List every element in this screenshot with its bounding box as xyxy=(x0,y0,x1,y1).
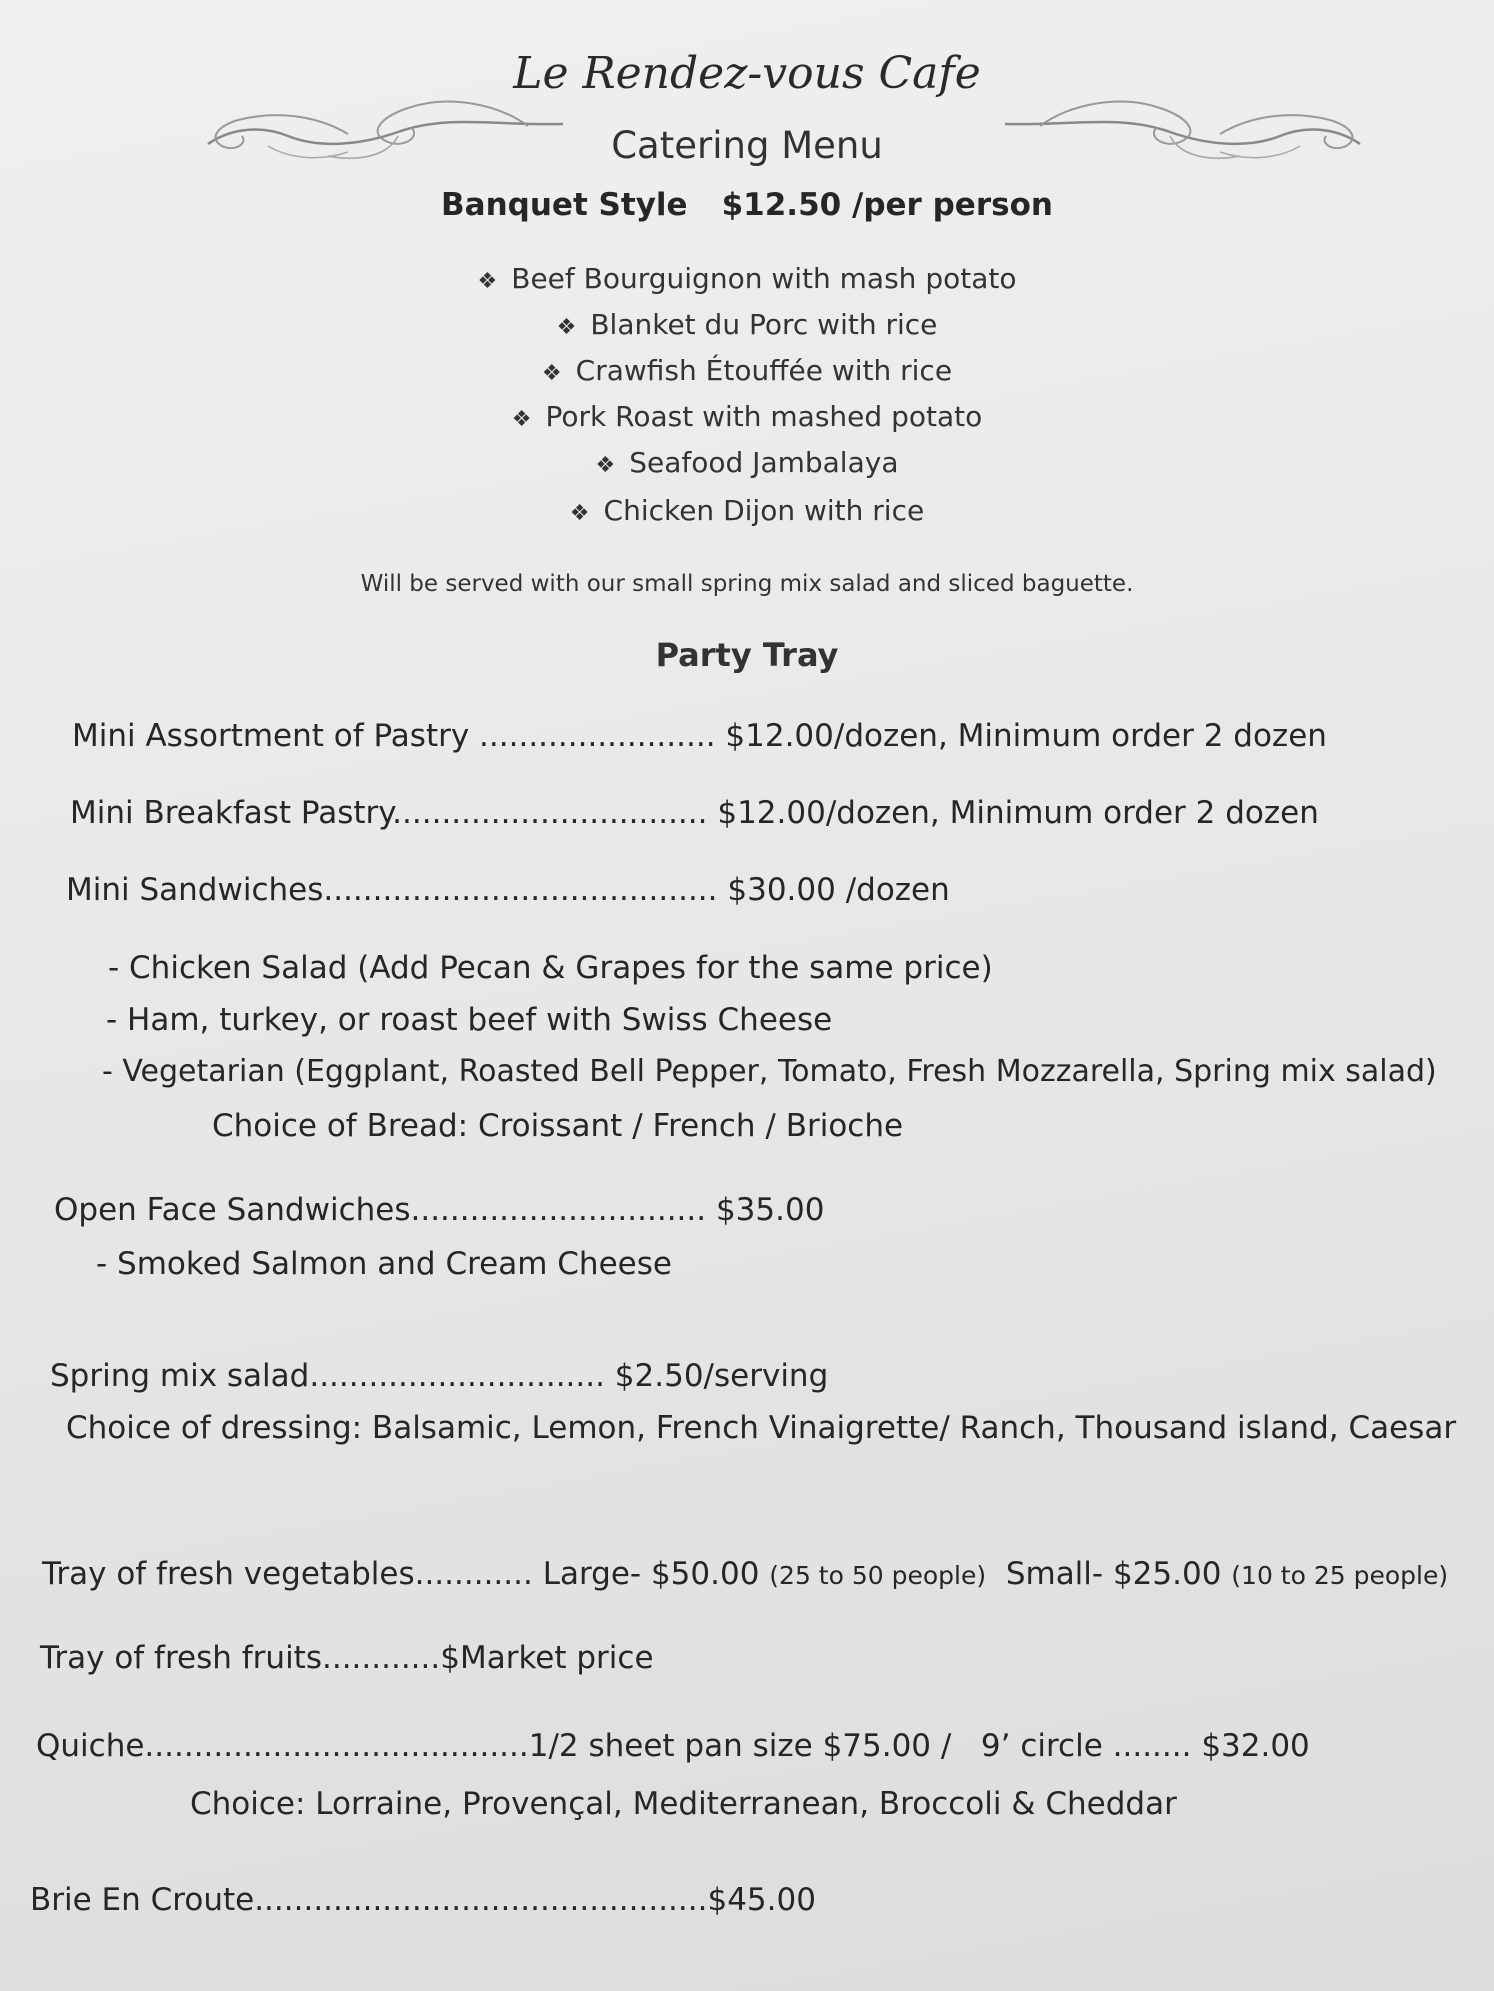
bullet-icon: ❖ xyxy=(595,453,616,478)
dressing-choice: Choice of dressing: Balsamic, Lemon, French Vinaigrette/ Ranch, Thousand island, Caesar xyxy=(66,1410,1457,1446)
veg-tray-small: Small- $25.00 xyxy=(1005,1556,1222,1592)
bullet-icon: ❖ xyxy=(477,269,498,294)
banquet-item: ❖ Pork Roast with mashed potato xyxy=(511,400,983,433)
mini-sandwiches-line: Mini Sandwiches........................................ $30.00 /dozen xyxy=(66,872,950,908)
veg-tray-line xyxy=(42,1556,1448,1592)
cafe-title: Le Rendez-vous Cafe xyxy=(513,48,981,99)
quiche-choice: Choice: Lorraine, Provençal, Mediterranean, Broccoli & Cheddar xyxy=(190,1786,1177,1822)
bread-choice: Choice of Bread: Croissant / French / Brioche xyxy=(212,1108,904,1144)
bullet-icon: ❖ xyxy=(569,501,590,526)
sandwich-option: - Ham, turkey, or roast beef with Swiss Cheese xyxy=(106,1002,833,1038)
banquet-item: ❖ Chicken Dijon with rice xyxy=(569,494,925,527)
fruit-tray-line: Tray of fresh fruits............$Market price xyxy=(40,1640,654,1676)
banquet-label: Banquet Style xyxy=(441,187,688,223)
veg-tray-label: Tray of fresh vegetables............ Large- $50.00 xyxy=(42,1556,760,1592)
banquet-item: ❖ Seafood Jambalaya xyxy=(595,446,899,479)
party-tray-heading: Party Tray xyxy=(655,636,839,674)
open-face-option: - Smoked Salmon and Cream Cheese xyxy=(96,1246,672,1282)
mini-breakfast-line: Mini Breakfast Pastry................................ $12.00/dozen, Minimum order 2 dozen xyxy=(70,795,1319,831)
spring-mix-line: Spring mix salad.............................. $2.50/serving xyxy=(50,1358,829,1394)
banquet-item: ❖ Beef Bourguignon with mash potato xyxy=(477,262,1017,295)
banquet-heading xyxy=(0,187,1494,223)
bullet-icon: ❖ xyxy=(541,361,562,386)
sandwich-option: - Chicken Salad (Add Pecan & Grapes for the same price) xyxy=(108,950,993,986)
banquet-note: Will be served with our small spring mix salad and sliced baguette. xyxy=(360,571,1134,597)
menu-subtitle: Catering Menu xyxy=(611,124,883,167)
banquet-item: ❖ Crawfish Étouffée with rice xyxy=(541,354,953,387)
brie-line: Brie En Croute..............................................$45.00 xyxy=(30,1882,816,1918)
banquet-price: $12.50 /per person xyxy=(721,187,1053,223)
bullet-icon: ❖ xyxy=(511,407,532,432)
banquet-item: ❖ Blanket du Porc with rice xyxy=(556,308,938,341)
bullet-icon: ❖ xyxy=(556,315,577,340)
mini-pastry-line: Mini Assortment of Pastry ........................ $12.00/dozen, Minimum order 2 dozen xyxy=(72,718,1327,754)
veg-tray-small-note: (10 to 25 people) xyxy=(1231,1561,1449,1590)
open-face-line: Open Face Sandwiches.............................. $35.00 xyxy=(54,1192,825,1228)
quiche-line: Quiche.......................................1/2 sheet pan size $75.00 / 9’ circle ........ $32.00 xyxy=(36,1728,1310,1764)
sandwich-option: - Vegetarian (Eggplant, Roasted Bell Pepper, Tomato, Fresh Mozzarella, Spring mix salad) xyxy=(102,1054,1437,1089)
veg-tray-large-note: (25 to 50 people) xyxy=(769,1561,987,1590)
